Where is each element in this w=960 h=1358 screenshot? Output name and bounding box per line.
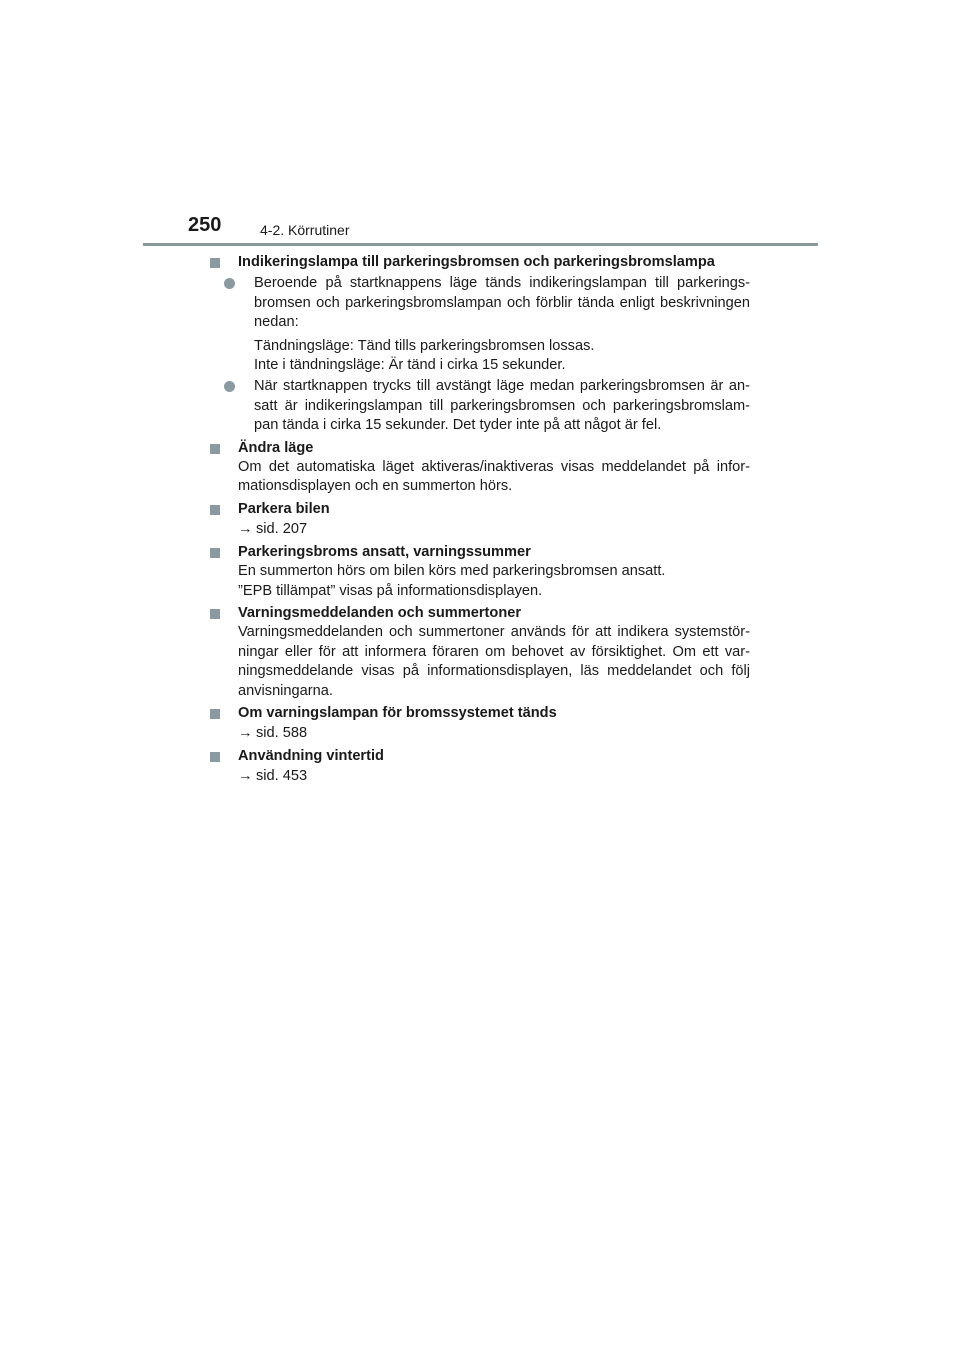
circle-bullet-icon bbox=[224, 278, 235, 289]
circle-bullet-icon bbox=[224, 381, 235, 392]
section-winter-use bbox=[210, 747, 750, 787]
section-change-mode: Ändra läge Om det automatiska läget aktiveras/inaktiveras visas meddelandet på infor-mationsdisplayen och en summerton hörs. bbox=[210, 439, 750, 497]
header-rule bbox=[143, 243, 818, 246]
section-indicator-lamp bbox=[210, 253, 750, 436]
arrow-right-icon: → bbox=[238, 725, 253, 742]
section-heading: Användning vintertid bbox=[238, 747, 750, 766]
page-reference: → sid. 588 bbox=[238, 724, 750, 743]
arrow-right-icon: → bbox=[238, 521, 253, 538]
chapter-title: 4-2. Körrutiner bbox=[260, 222, 350, 238]
section-heading: Indikeringslampa till parkeringsbromsen och parkeringsbromslampa bbox=[238, 253, 750, 272]
section-heading: Om varningslampan för bromssystemet tänds bbox=[238, 704, 750, 723]
square-bullet-icon bbox=[210, 609, 220, 619]
page-content bbox=[210, 253, 750, 787]
section-brake-applied-buzzer: Parkeringsbroms ansatt, varningssummer En summerton hörs om bilen körs med parkeringsbromsen ansatt. ”EPB tillämpat” visas på informationsdisplayen. bbox=[210, 543, 750, 601]
section-heading: Ändra läge bbox=[238, 439, 750, 458]
page-header bbox=[188, 214, 828, 244]
square-bullet-icon bbox=[210, 258, 220, 268]
arrow-right-icon: → bbox=[238, 768, 253, 785]
section-brake-warning-lamp bbox=[210, 704, 750, 744]
section-heading: Parkeringsbroms ansatt, varningssummer bbox=[238, 543, 750, 562]
section-heading: Parkera bilen bbox=[238, 500, 750, 519]
list-item: När startknappen trycks till avstängt läge medan parkeringsbromsen är an-satt är indikeringslampan till parkeringsbromsen och parkeringsbromslam-pan tända i cirka 15 sekunder. Det tyder inte på att något är fel. bbox=[238, 377, 750, 435]
page-reference: → sid. 453 bbox=[238, 767, 750, 786]
list-item: Beroende på startknappens läge tänds indikeringslampan till parkerings-bromsen och parkeringsbromslampan och förblir tända enligt beskrivningen nedan: Tändningsläge: Tänd tills parkeringsbromsen lossas. Inte i tändningsläge: Är tänd i cirka 15 sekunder. bbox=[238, 274, 750, 375]
page-number: 250 bbox=[188, 214, 222, 236]
square-bullet-icon bbox=[210, 709, 220, 719]
section-warning-messages: Varningsmeddelanden och summertoner Varningsmeddelanden och summertoner används för att indikera systemstör-ningar eller för att informera föraren om behovet av försiktighet. Om ett var-ningsmeddelande visas på informationsdisplayen, läs meddelandet och följ anvisningarna. bbox=[210, 604, 750, 701]
square-bullet-icon bbox=[210, 752, 220, 762]
section-heading: Varningsmeddelanden och summertoner bbox=[238, 604, 750, 623]
section-park-car bbox=[210, 500, 750, 540]
square-bullet-icon bbox=[210, 505, 220, 515]
square-bullet-icon bbox=[210, 444, 220, 454]
square-bullet-icon bbox=[210, 548, 220, 558]
page-reference: → sid. 207 bbox=[238, 520, 750, 539]
